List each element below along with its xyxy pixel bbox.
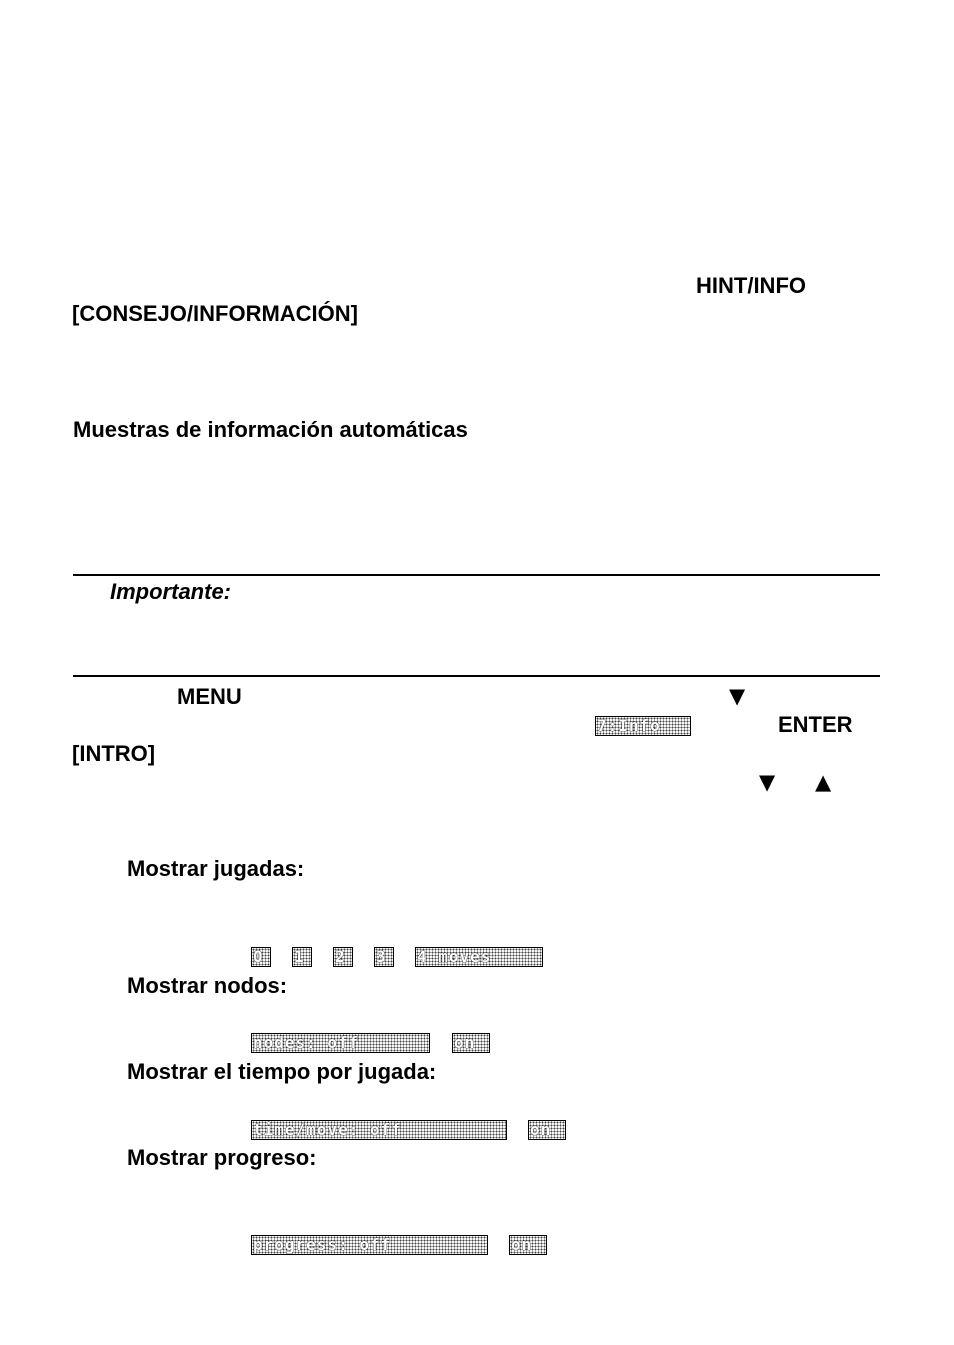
down-arrow-icon: ▼	[759, 770, 776, 794]
mostrar-progreso-label: Mostrar progreso:	[127, 1145, 317, 1170]
lcd-nodes-off: nodes: off	[251, 1033, 430, 1053]
lcd-moves-0: 0	[251, 947, 271, 967]
enter-key: ENTER	[778, 712, 853, 737]
intro-label: [INTRO]	[72, 741, 156, 766]
lcd-progress-off: progress: off	[251, 1235, 488, 1255]
consejo-label: [CONSEJO/INFORMACIÓN]	[72, 301, 358, 326]
lcd-time-off: time/move: off	[251, 1120, 507, 1140]
lcd-moves-2: 2	[333, 947, 353, 967]
lcd-moves-4: 4 moves	[415, 947, 543, 967]
mostrar-tiempo-label: Mostrar el tiempo por jugada:	[127, 1059, 437, 1084]
mostrar-jugadas-label: Mostrar jugadas:	[127, 856, 305, 881]
lcd-info: 7:Info	[595, 716, 691, 736]
importante-label: Importante:	[110, 579, 231, 604]
lcd-moves-3: 3	[374, 947, 394, 967]
section-heading: Muestras de información automáticas	[73, 417, 468, 442]
rule-top	[73, 574, 880, 576]
lcd-time-on: on	[528, 1120, 566, 1140]
down-arrow-icon: ▼	[729, 684, 746, 708]
up-arrow-icon: ▲	[815, 770, 832, 794]
lcd-nodes-on: on	[452, 1033, 490, 1053]
lcd-moves-1: 1	[292, 947, 312, 967]
mostrar-nodos-label: Mostrar nodos:	[127, 973, 288, 998]
menu-key: MENU	[177, 684, 242, 709]
hint-info-key: HINT/INFO	[696, 273, 806, 298]
rule-bottom	[73, 675, 880, 677]
lcd-progress-on: on	[509, 1235, 547, 1255]
